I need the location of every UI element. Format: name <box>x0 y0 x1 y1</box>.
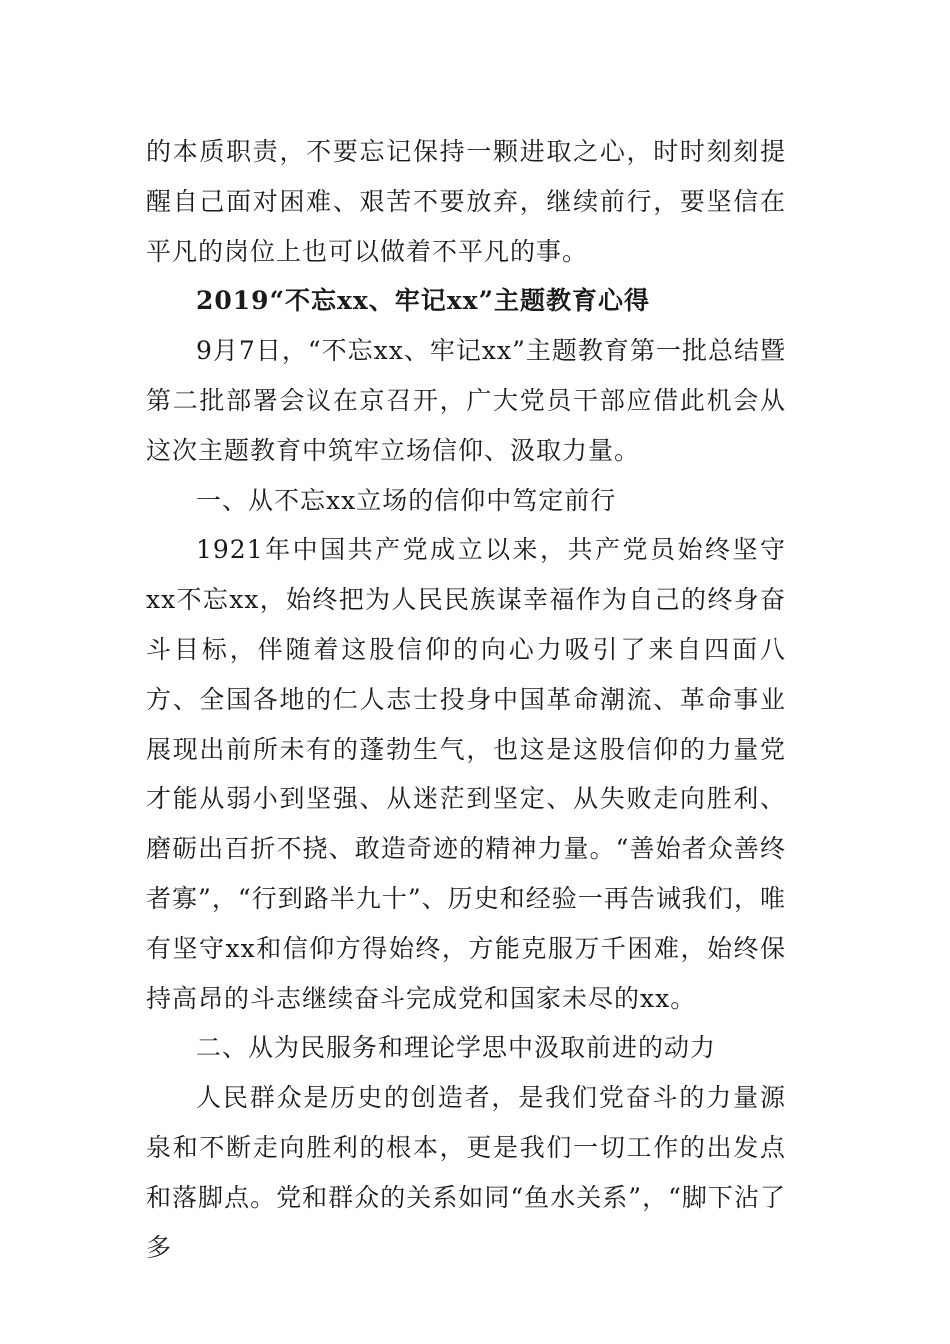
paragraph-section-one: 1921年中国共产党成立以来，共产党员始终坚守xx不忘xx，始终把为人民民族谋幸福作为自己的终身奋斗目标，伴随着这股信仰的向心力吸引了来自四面八方、全国各地的仁人志士投身中国革命潮流、革命事业展现出前所未有的蓬勃生气，也这是这股信仰的力量党才能从弱小到坚强、从迷茫到坚定、从失败走向胜利、磨砺出百折不挠、敢造奇迹的精神力量。“善始者众善终者寡”，“行到路半九十”、历史和经验一再告诫我们，唯有坚守xx和信仰方得始终，方能克服万千困难，始终保持高昂的斗志继续奋斗完成党和国家未尽的xx。 <box>146 535 786 1013</box>
paragraph-section-two: 人民群众是历史的创造者，是我们党奋斗的力量源泉和不断走向胜利的根本，更是我们一切工作的出发点和落脚点。党和群众的关系如同“鱼水关系”，“脚下沾了多 <box>146 1083 786 1262</box>
paragraph-intro: 9月7日，“不忘xx、牢记xx”主题教育第一批总结暨第二批部署会议在京召开，广大党员干部应借此机会从这次主题教育中筑牢立场信仰、汲取力量。 <box>146 336 786 465</box>
document-body <box>146 127 786 1272</box>
paragraph-continued: 的本质职责，不要忘记保持一颗进取之心，时时刻刻提醒自己面对困难、艰苦不要放弃，继续前行，要坚信在平凡的岗位上也可以做着不平凡的事。 <box>146 137 786 266</box>
section-heading-one: 一、从不忘xx立场的信仰中笃定前行 <box>196 485 617 515</box>
document-title: 2019“不忘xx、牢记xx”主题教育心得 <box>196 286 650 316</box>
section-heading-two: 二、从为民服务和理论学思中汲取前进的动力 <box>196 1033 717 1063</box>
